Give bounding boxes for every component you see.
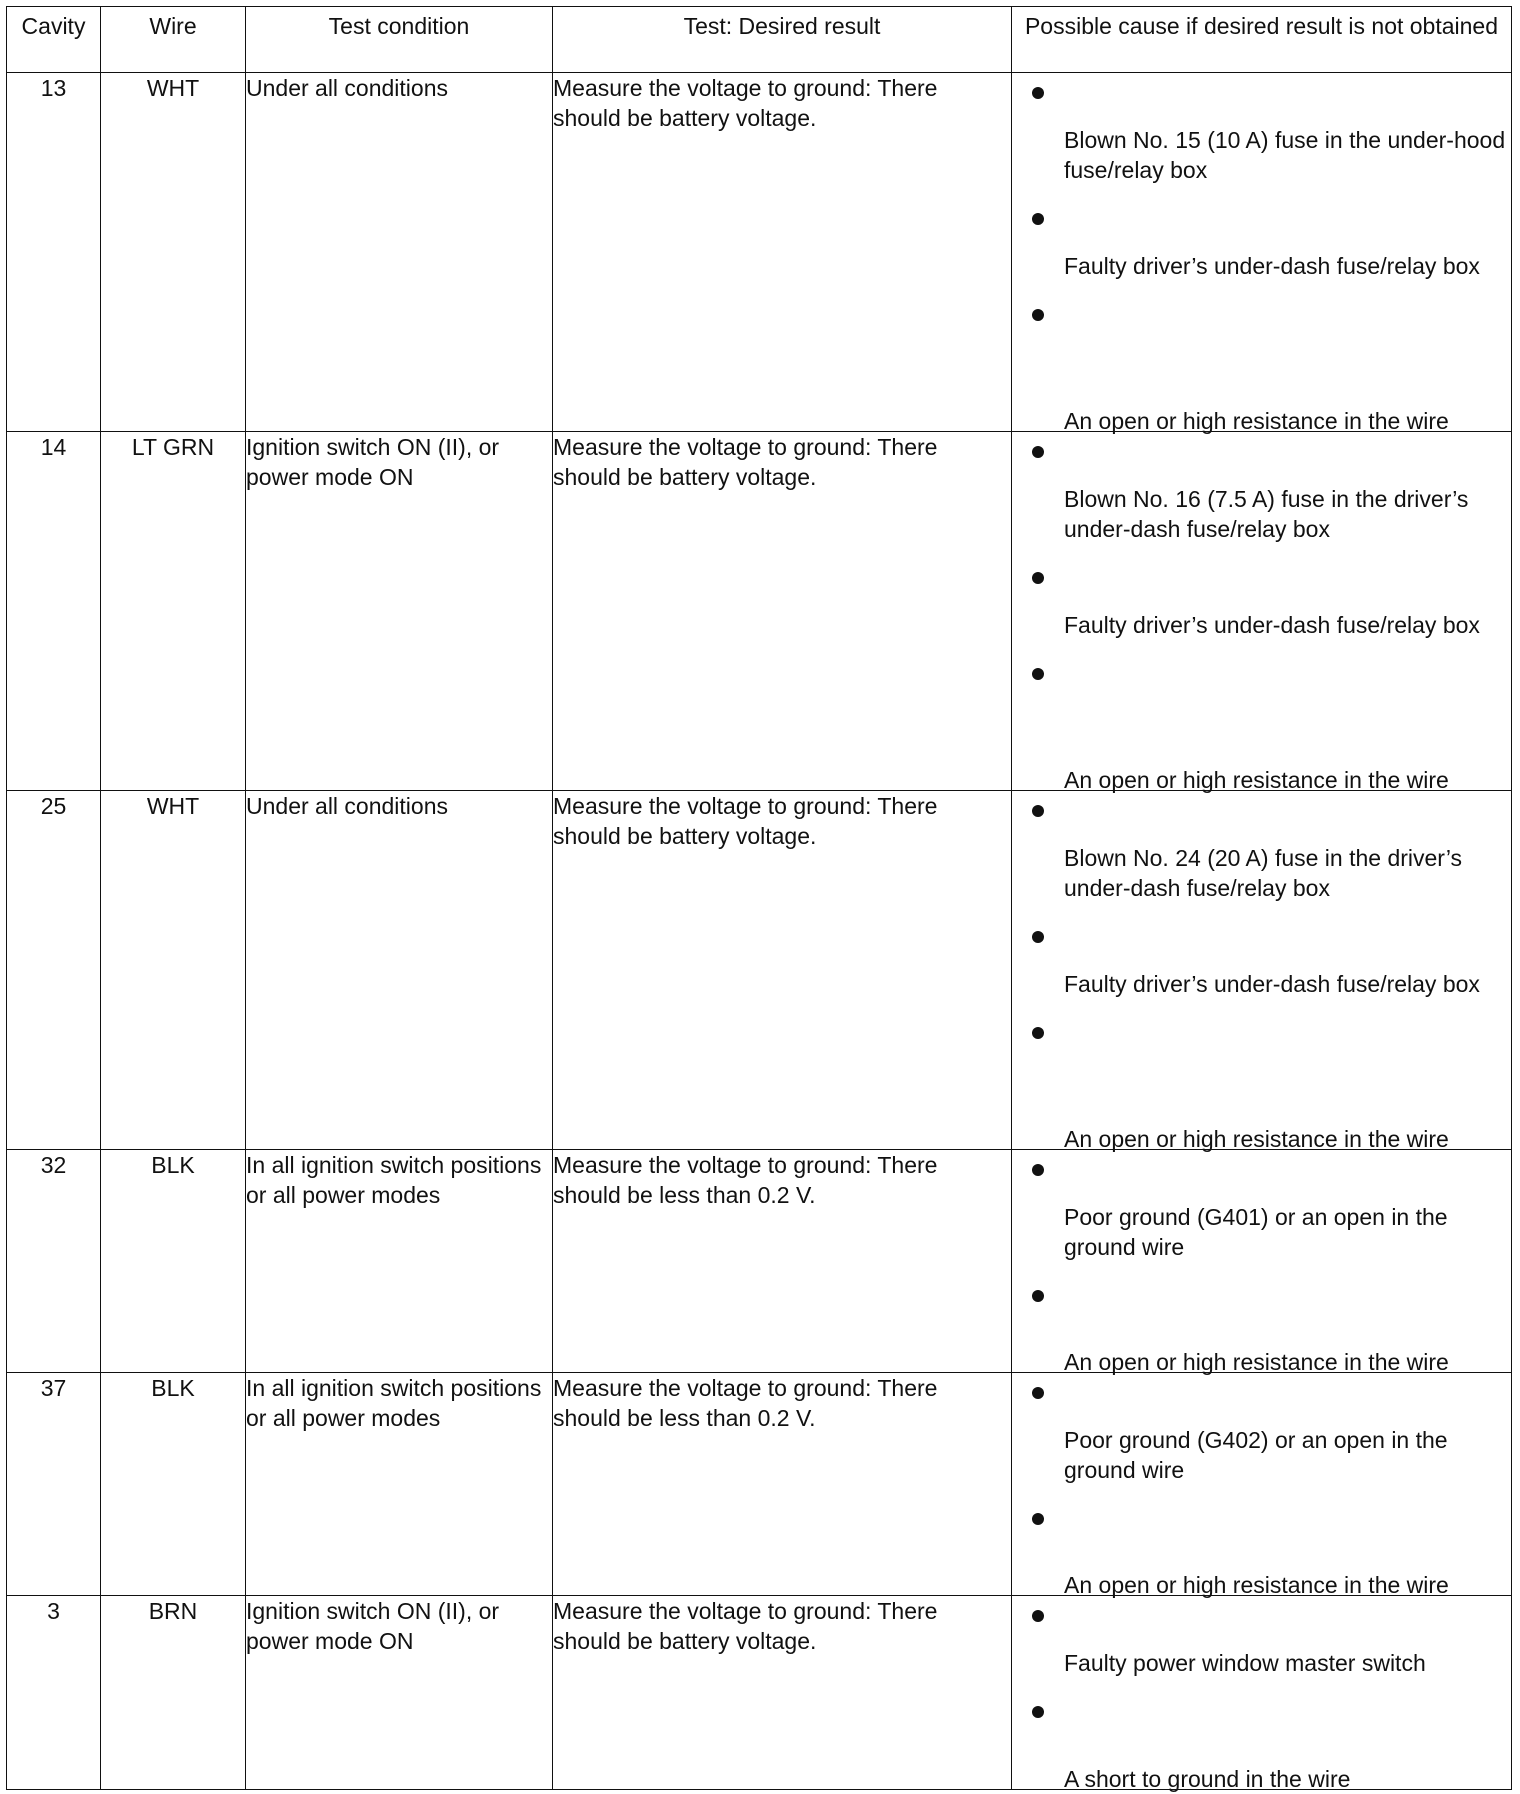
cause-item xyxy=(1012,1290,1509,1375)
cause-text: A short to ground in the wire xyxy=(1064,1766,1351,1792)
cause-item xyxy=(1012,1164,1509,1262)
test-condition-cell: Ignition switch ON (II), or power mode ON xyxy=(246,1596,553,1790)
header-test-condition: Test condition xyxy=(246,7,553,73)
cause-list xyxy=(1012,1150,1511,1375)
test-condition-cell: Under all conditions xyxy=(246,791,553,1150)
bullet-icon xyxy=(1032,213,1044,225)
possible-cause-cell xyxy=(1012,791,1512,1150)
cause-text: Blown No. 24 (20 A) fuse in the driver’s under-dash fuse/relay box xyxy=(1064,845,1463,901)
cause-item xyxy=(1012,1706,1509,1792)
possible-cause-cell xyxy=(1012,1596,1512,1790)
cause-item xyxy=(1012,668,1509,793)
test-condition-cell: In all ignition switch positions or all power modes xyxy=(246,1150,553,1373)
bullet-icon xyxy=(1032,1610,1044,1622)
header-row xyxy=(7,7,1512,73)
cavity-cell: 32 xyxy=(7,1150,101,1373)
cause-list xyxy=(1012,1596,1511,1792)
header-possible-cause: Possible cause if desired result is not obtained xyxy=(1012,7,1512,73)
bullet-icon xyxy=(1032,446,1044,458)
test-condition-cell: Under all conditions xyxy=(246,73,553,432)
bullet-icon xyxy=(1032,805,1044,817)
wire-color-cell: BLK xyxy=(101,1373,246,1596)
cause-text: Faulty power window master switch xyxy=(1064,1650,1426,1676)
possible-cause-cell xyxy=(1012,73,1512,432)
cause-item xyxy=(1012,931,1509,999)
bullet-icon xyxy=(1032,1706,1044,1718)
cause-item xyxy=(1012,213,1509,281)
cause-list xyxy=(1012,791,1511,1152)
cause-text: An open or high resistance in the wire xyxy=(1064,767,1449,793)
cause-item xyxy=(1012,1513,1509,1598)
wire-color-cell: LT GRN xyxy=(101,432,246,791)
cause-text: An open or high resistance in the wire xyxy=(1064,408,1449,434)
bullet-icon xyxy=(1032,87,1044,99)
cause-text: Poor ground (G401) or an open in the ground wire xyxy=(1064,1204,1448,1260)
table-row xyxy=(7,1150,1512,1373)
cavity-cell: 3 xyxy=(7,1596,101,1790)
cause-text: Blown No. 16 (7.5 A) fuse in the driver’s under-dash fuse/relay box xyxy=(1064,486,1469,542)
cause-item xyxy=(1012,1610,1509,1678)
bullet-icon xyxy=(1032,1387,1044,1399)
cause-text: Faulty driver’s under-dash fuse/relay box xyxy=(1064,253,1480,279)
desired-result-cell: Measure the voltage to ground: There should be less than 0.2 V. xyxy=(553,1150,1012,1373)
cause-text: Poor ground (G402) or an open in the ground wire xyxy=(1064,1427,1448,1483)
possible-cause-cell xyxy=(1012,1150,1512,1373)
table-row xyxy=(7,1596,1512,1790)
bullet-icon xyxy=(1032,931,1044,943)
diagnostic-table xyxy=(6,6,1512,1790)
cause-item xyxy=(1012,446,1509,544)
cavity-cell: 37 xyxy=(7,1373,101,1596)
cavity-cell: 25 xyxy=(7,791,101,1150)
cavity-cell: 13 xyxy=(7,73,101,432)
bullet-icon xyxy=(1032,572,1044,584)
table-row xyxy=(7,1373,1512,1596)
header-wire: Wire xyxy=(101,7,246,73)
cause-item xyxy=(1012,805,1509,903)
wire-color-cell: WHT xyxy=(101,73,246,432)
cause-list xyxy=(1012,73,1511,434)
desired-result-cell: Measure the voltage to ground: There should be less than 0.2 V. xyxy=(553,1373,1012,1596)
bullet-icon xyxy=(1032,1164,1044,1176)
cavity-cell: 14 xyxy=(7,432,101,791)
cause-list xyxy=(1012,1373,1511,1598)
desired-result-cell: Measure the voltage to ground: There should be battery voltage. xyxy=(553,1596,1012,1790)
table-row xyxy=(7,432,1512,791)
cause-text: An open or high resistance in the wire xyxy=(1064,1349,1449,1375)
bullet-icon xyxy=(1032,309,1044,321)
bullet-icon xyxy=(1032,1027,1044,1039)
desired-result-cell: Measure the voltage to ground: There should be battery voltage. xyxy=(553,432,1012,791)
desired-result-cell: Measure the voltage to ground: There should be battery voltage. xyxy=(553,791,1012,1150)
possible-cause-cell xyxy=(1012,432,1512,791)
cause-list xyxy=(1012,432,1511,793)
bullet-icon xyxy=(1032,668,1044,680)
wire-color-cell: BLK xyxy=(101,1150,246,1373)
test-condition-cell: Ignition switch ON (II), or power mode ON xyxy=(246,432,553,791)
table-row xyxy=(7,791,1512,1150)
cause-text: An open or high resistance in the wire xyxy=(1064,1572,1449,1598)
header-desired-result: Test: Desired result xyxy=(553,7,1012,73)
possible-cause-cell xyxy=(1012,1373,1512,1596)
wire-color-cell: WHT xyxy=(101,791,246,1150)
table-row xyxy=(7,73,1512,432)
cause-text: Faulty driver’s under-dash fuse/relay box xyxy=(1064,612,1480,638)
cause-item xyxy=(1012,87,1509,185)
cause-text: An open or high resistance in the wire xyxy=(1064,1126,1449,1152)
bullet-icon xyxy=(1032,1290,1044,1302)
cause-text: Faulty driver’s under-dash fuse/relay box xyxy=(1064,971,1480,997)
cause-item xyxy=(1012,309,1509,434)
test-condition-cell: In all ignition switch positions or all power modes xyxy=(246,1373,553,1596)
cause-item xyxy=(1012,1027,1509,1152)
bullet-icon xyxy=(1032,1513,1044,1525)
cause-text: Blown No. 15 (10 A) fuse in the under-hood fuse/relay box xyxy=(1064,127,1506,183)
desired-result-cell: Measure the voltage to ground: There should be battery voltage. xyxy=(553,73,1012,432)
wire-color-cell: BRN xyxy=(101,1596,246,1790)
cause-item xyxy=(1012,1387,1509,1485)
cause-item xyxy=(1012,572,1509,640)
header-cavity: Cavity xyxy=(7,7,101,73)
